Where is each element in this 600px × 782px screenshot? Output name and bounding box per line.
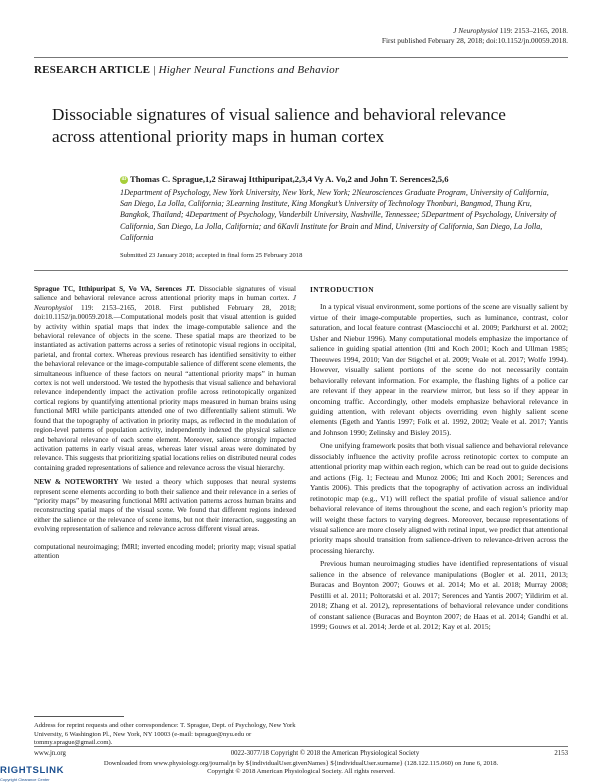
correspondence-footnote: Address for reprint requests and other correspondence: T. Sprague, Dept. of Psychology, New York University, 6 Washington Pl., New York, NY 10003 (e-mail: tsprague@nyu.edu or tommy.sprague@gmail.com). — [34, 722, 296, 747]
abstract-body: Computational models posit that visual attention is guided by activity within spatial maps that index the image-computable salience and the behavioral relevance of objects in the scene. These spatial maps are theorized to be instantiated as activation patterns across a series of retinotopic visual regions in occipital, parietal, and frontal cortex. Whereas previous research has identified sensitivity to either the behavioral relevance or the image-computable salience of different scene elements, the simultaneous influence of these factors on neural “attentional priority maps” in human cortex is not well understood. We tested the hypothesis that visual salience and behavioral relevance independently impact the activation profile across retinotopically organized cortical regions by quantifying attentional priority maps measured in human brains using functional MRI while participants attended one of two differentially salient stimuli. We found that the topography of activation in priority maps, as reflected in the modulation of region-level patterns of population activity, independently indexed the physical salience and behavioral relevance of each scene element. Moreover, salience strongly impacted activation patterns in early visual areas, whereas later visual areas were dominated by relevance. This suggests that prioritizing spatial locations relies on distributed neural codes containing graded representations of salience and relevance across the visual hierarchy. — [34, 313, 296, 472]
rightslink-logo[interactable] — [0, 760, 66, 782]
journal-name: J Neurophysiol — [453, 26, 498, 35]
rightslink-wordmark: RIGHTSLINK — [0, 765, 65, 776]
intro-paragraph-3: Previous human neuroimaging studies have identified representations of visual salience in the absence of relevance manipulations (Bogler et al. 2011, 2013; Buracas and Boynton 2007; Gouws et al. 2014; Mo et al. 2018; Murray 2008; Pestilli et al. 2011; Poltoratski et al. 2017; Serences and Yantis 2007; Yildirim et al. 2018; Zhang et al. 2012), representations of behavioral relevance under conditions of constant salience (Buracas and Boynton 2007; de Haas et al. 2014; Gandhi et al. 1999; Gouws et al. 2014; Jerde et al. 2012; Kay et al. 2015; — [310, 559, 568, 632]
intro-paragraph-1: In a typical visual environment, some portions of the scene are visually salient by virtue of their image-computable properties, such as luminance, contrast, color saturation, and local feature contrast (Masciocchi et al. 2009; Parkhurst et al. 2002; Usher and Niebur 1996). Many computational models emphasize the importance of salience in guiding spatial attention (Itti and Koch 2001; Koch and Ullman 1985; Theeuwes 1994, 2010; Van der Stigchel et al. 2009; Veale et al. 2017; Wolfe 1994). However, visually salient portions of the scene do not necessarily contain behaviorally relevant information. For example, the flashing lights of a police car are relevant if they appear in the rearview mirror, but less so if they appear in oncoming traffic. Accordingly, other models emphasize behavioral relevance in guiding attention, with relevant objects overriding even highly salient scene elements (Egeth and Yantis 1997; Folk et al. 1992, 2002; Veale et al. 2017; Yantis and Johnson 1990; Zelinsky and Bisley 2015). — [310, 302, 568, 437]
orcid-icon[interactable]: iD — [121, 177, 127, 183]
journal-citation: 119: 2153–2165, 2018. — [499, 26, 568, 35]
submission-dates: Submitted 23 January 2018; accepted in final form 25 February 2018 — [120, 252, 303, 259]
introduction-column — [310, 285, 568, 633]
affiliations: 1Department of Psychology, New York University, New York, New York; 2Neurosciences Graduate Program, University of California, San Diego, La Jolla, California; 3Learning Institute, King Mongkut’s University of Technology Thonburi, Bangmod, Thung Kru, Bangkok, Thailand; 4Department of Psychology, Vanderbilt University, Nashville, Tennessee; 5Department of Psychology, University of California, San Diego, La Jolla, California; and 6Kavli Institute for Brain and Mind, University of California, San Diego, La Jolla, California — [120, 188, 557, 242]
footnote-rule — [34, 716, 124, 717]
authors-text: Thomas C. Sprague,1,2 Sirawaj Itthipuripat,2,3,4 Vy A. Vo,2 and John T. Serences2,5,6 — [130, 174, 449, 184]
journal-website[interactable]: www.jn.org — [34, 750, 66, 757]
page-number: 2153 — [554, 750, 568, 757]
journal-citation-header — [382, 26, 568, 46]
download-notice — [34, 760, 568, 776]
rightslink-tagline: Copyright Clearance Center — [0, 777, 50, 782]
section-separator: | — [153, 64, 156, 76]
download-line: Downloaded from www.physiology.org/journal/jn by ${individualUser.givenNames} ${individualUser.surname} (128.122.115.060) on June 6, 2018. — [103, 760, 499, 767]
article-section-label — [34, 64, 339, 76]
introduction-heading: INTRODUCTION — [310, 285, 374, 294]
new-noteworthy — [34, 478, 296, 534]
abstract-cite-rest: 119: 2153–2165, 2018. First published February 28, 2018; doi:10.1152/jn.00059.2018.— — [34, 303, 297, 322]
abstract-column — [34, 285, 296, 561]
footer-rule — [34, 746, 568, 747]
article-field: Higher Neural Functions and Behavior — [158, 64, 340, 76]
new-noteworthy-body: We tested a theory which supposes that neural systems represent scene elements according to both their salience and their relevance in a series of “priority maps” by measuring functional MRI activation patterns across human brains and reconstructing spatial maps of the visual scene. We found that different regions indexed either the salience or the relevance of scene items, but not their interaction, suggesting an evolving representation of salience and relevance across different visual areas. — [34, 478, 296, 534]
abstract-cite-authors: Sprague TC, Itthipuripat S, Vo VA, Serences JT. — [34, 285, 196, 293]
first-published-line: First published February 28, 2018; doi:10.1152/jn.00059.2018. — [381, 36, 568, 45]
article-type: RESEARCH ARTICLE — [34, 64, 151, 76]
copyright-line: 0022-3077/18 Copyright © 2018 the American Physiological Society — [230, 750, 420, 757]
new-noteworthy-heading: NEW & NOTEWORTHY — [34, 478, 119, 487]
header-rule — [34, 57, 568, 58]
abstract-cite-title: Dissociable signatures of visual salience and behavioral relevance across attentional priority maps in human cortex. — [34, 285, 296, 303]
author-list — [120, 174, 449, 184]
article-title: Dissociable signatures of visual salience and behavioral relevance across attentional priority maps in human cortex — [52, 105, 506, 146]
intro-paragraph-2: One unifying framework posits that both visual salience and behavioral relevance dissociably influence the activity profile across retinotopic cortex to compute an attentional priority map within each region, which can be read out to guide decisions and actions (Fig. 1; Fecteau and Munoz 2006; Itti and Koch 2001; Serences and Yantis 2006). This predicts that the topography of activation across an individual retinotopic map (e.g., V1) will reflect the spatial profile of visual salience and/or behavioral relevance of items throughout the scene, and each region’s priority map will weight these factors to varying degrees. Moreover, because representations of visual salience are more closely aligned with retinal input, we predict that attentional priority maps should transition from salience-driven to relevance-driven across the processing hierarchy. — [310, 441, 568, 555]
abstract-rule — [34, 270, 568, 271]
download-copyright: Copyright © 2018 American Physiological Society. All rights reserved. — [207, 768, 395, 776]
abstract-cite-journal: J Neurophysiol — [34, 294, 296, 312]
abstract — [34, 285, 296, 473]
keywords: computational neuroimaging; fMRI; inverted encoding model; priority map; visual spatial attention — [34, 542, 296, 560]
